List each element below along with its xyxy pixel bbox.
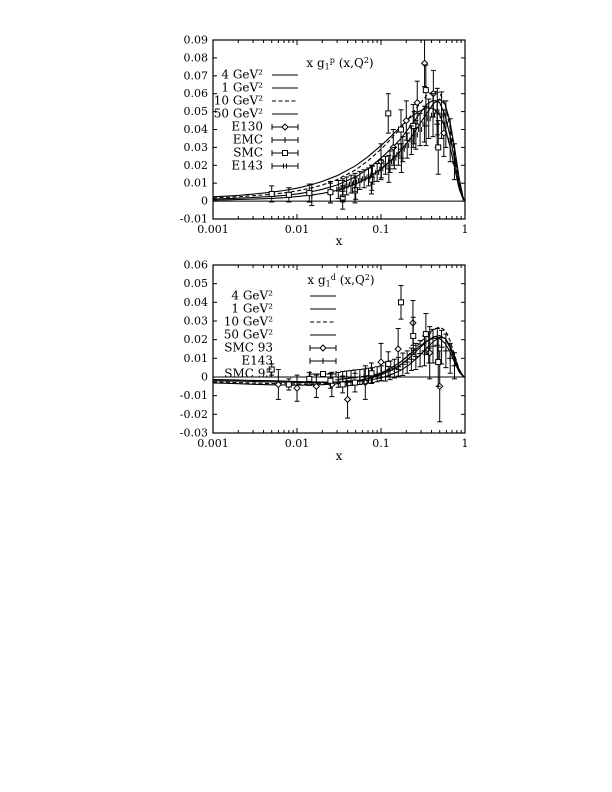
svg-text:0: 0: [201, 370, 208, 384]
legend-label: 4 GeV²: [221, 67, 263, 82]
svg-text:0.1: 0.1: [372, 437, 390, 450]
legend-label: 4 GeV²: [231, 288, 273, 303]
legend-label: 10 GeV²: [213, 93, 263, 108]
legend: [214, 68, 298, 173]
svg-text:0.001: 0.001: [197, 223, 229, 236]
svg-text:0.05: 0.05: [183, 277, 208, 291]
legend-label: 1 GeV²: [231, 301, 273, 316]
legend-label: E143: [231, 158, 263, 173]
legend: [224, 289, 336, 381]
svg-text:0.06: 0.06: [183, 87, 208, 101]
svg-text:1: 1: [461, 437, 469, 450]
svg-text:0.01: 0.01: [183, 176, 208, 190]
x-axis-label: x: [335, 234, 343, 248]
x-axis-label: x: [335, 449, 343, 463]
svg-text:0.02: 0.02: [183, 333, 208, 347]
series-e143: [336, 88, 457, 198]
svg-text:0.01: 0.01: [284, 437, 310, 450]
svg-text:0.01: 0.01: [284, 223, 310, 236]
legend-label: SMC 95: [224, 366, 273, 381]
svg-text:0.07: 0.07: [183, 69, 208, 83]
svg-text:-0.03: -0.03: [179, 426, 208, 440]
chart-title: x $g_1^p$ $(x,Q^2)$: [306, 56, 374, 72]
svg-text:0.09: 0.09: [183, 33, 208, 47]
svg-text:0.001: 0.001: [197, 437, 229, 450]
series-smc-93: [275, 300, 442, 421]
chart-title: x $g_1^d$ $(x,Q^2)$: [307, 273, 375, 289]
svg-text:-0.01: -0.01: [179, 389, 208, 403]
svg-text:0.08: 0.08: [183, 51, 208, 65]
svg-text:-0.02: -0.02: [179, 407, 208, 421]
legend-label: EMC: [232, 132, 263, 147]
svg-text:0.04: 0.04: [183, 295, 208, 309]
svg-text:0.03: 0.03: [183, 140, 208, 154]
svg-text:0.03: 0.03: [183, 314, 208, 328]
svg-text:0.04: 0.04: [183, 123, 208, 136]
legend-label: E130: [231, 119, 263, 134]
legend-label: 50 GeV²: [213, 106, 263, 121]
legend-label: SMC: [233, 145, 263, 160]
svg-text:-0.01: -0.01: [179, 212, 208, 226]
svg-text:0.01: 0.01: [183, 351, 208, 365]
svg-text:0.05: 0.05: [183, 105, 208, 119]
legend-label: SMC 93: [224, 340, 273, 355]
svg-text:1: 1: [461, 223, 469, 236]
svg-text:0.1: 0.1: [372, 223, 390, 236]
legend-label: 1 GeV²: [221, 80, 263, 95]
chart: [180, 34, 469, 249]
legend-label: 10 GeV²: [223, 314, 273, 329]
chart: [180, 259, 469, 464]
svg-text:0: 0: [201, 194, 208, 208]
legend-label: 50 GeV²: [223, 327, 273, 342]
svg-text:0.02: 0.02: [183, 158, 208, 172]
legend-label: E143: [241, 353, 273, 368]
svg-text:0.06: 0.06: [183, 258, 208, 272]
